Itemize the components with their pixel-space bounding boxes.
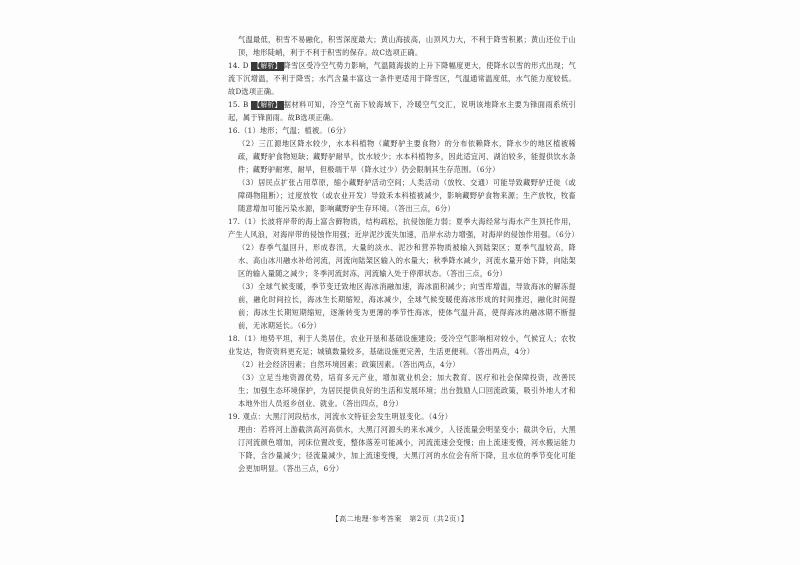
- paragraph-text: 18.（1）地势平坦，利于人类居住，农业开垦和基础设施建设；受冷空气影响相对较小，气候宜人；农牧业发达，物资资料更充足；城镇数量较多，基础设施更完善，生活更便利。（答出两点，4分）: [228, 334, 576, 356]
- answer-paragraph: [228, 371, 576, 410]
- paragraph-text: （2）春季气温回升，形成春汛，大量的淡水、泥沙和营养物质被输入到陆架区；夏季气温较高，降水、高山冰川融水补给河流，河流向陆架区输入的水量大；秋季降水减少，河流水量开始下降，向陆架区的输入量随之减少；冬季河流封冻，河流输入处于停滞状态。（答出三点，6分）: [238, 243, 576, 278]
- paragraph-text: 17.（1）长波将岸带的海上富含藓物质，结构疏松，抗侵蚀能力弱；夏季大海经常与海水产生顶托作用，产生人风浪，对海岸带的侵蚀作用强；近岸泥沙流失加速，沿岸水动力增强，对海岸的侵蚀作用强。（6分）: [228, 217, 579, 239]
- analysis-tag: 【解析】: [253, 101, 282, 109]
- paragraph-text: 理由：若将河上游截洪高河高供水，大黑汀河源头的来水减少，人径流量会明显变小；截洪令后，大黑汀河流颜色增加，河床位置改变，整体落差可能减小，河流流速会变慢；由上流速变慢，河水搬运能力下降，含沙量减少；径流量减少，加上流速变慢，大黑汀河的水位会有所下降，且水位的季节变化可能会更加明显。（答出三点，6分）: [238, 425, 576, 473]
- answer-paragraph: [228, 410, 576, 423]
- paragraph-text: （2）社会经济因素；自然环境因素；政策因素。（答出两点，4分）: [238, 360, 460, 369]
- answer-paragraph: [228, 332, 576, 358]
- answer-paragraph: [228, 241, 576, 280]
- answer-paragraph: [228, 137, 576, 176]
- paragraph-text: 据材料可知，冷空气南下较海域下，冷暖空气交汇，说明该地降水主要为锋面雨系统引起，属于锋面雨。故B选项正确。: [228, 100, 576, 122]
- paragraph-text: （3）立足当地资源优势，培育多元产业，增加就业机会；加大教育、医疗和社会保障投资，改善民生；加强生态环境保护，为居民提供良好的生活和发展环境；出台鼓励人口回流政策，吸引外地人才和本地外出人员返乡创业、就业。（答出四点，8分）: [238, 373, 576, 408]
- answer-content: [228, 33, 579, 475]
- analysis-tag: 【解析】: [253, 62, 282, 70]
- paragraph-text: 16.（1）地形；气温；植被。（6分）: [228, 126, 351, 135]
- answer-paragraph: [228, 176, 576, 215]
- paragraph-text: （2）三江源地区降水较少，水本科植物（藏野驴主要食物）的分布依赖降水，降水少的地区植被稀疏，藏野驴食物短缺；藏野驴耐旱，饮水较少；水本科植物多，因此适宜河、湖泊较多，能提供饮水条件；藏野驴耐寒，耐旱，但极端干旱（降水过少）仍会限制其生存范围。（6分）: [238, 139, 576, 174]
- paragraph-text: （3）居民点扩张占用草原，缩小藏野驴活动空间；人类活动（放牧、交通）可能导致藏野驴迁徙（或障碍物阻断）；过度放牧（或农业开发）导致禾本科植被减少，影响藏野驴食物来源；生产放牧，牧畜随意增加可能污染水源，影响藏野驴生存环境。（答出三点，6分）: [238, 178, 576, 213]
- paragraph-text: 19. 观点：大黑汀河段枯水，河流水文特征会发生明显变化。（4分）: [228, 412, 453, 421]
- answer-paragraph: [228, 33, 576, 59]
- paragraph-text: 气温最低，积雪不易融化，积雪深度最大；黄山海拔高，山顶风力大，不利于降雪积累；黄山还位于山顶，地形陡峭，利于不利于积雪的保存。故C选项正确。: [238, 35, 576, 57]
- answer-paragraph: [228, 124, 576, 137]
- answer-paragraph: [228, 358, 576, 371]
- answer-paragraph: [228, 423, 576, 475]
- question-number: 15. B: [228, 100, 252, 109]
- paragraph-text: （3）全球气候变暖，季节变迁致地区海冰消融加速，海冰面积减少；向雪库增温，导致海冰的解冻提前，融化时间拉长，海冰生长期缩短，海冰减少，全球气候变暖使海冰形成的时间推迟，融化时间提前；海冰生长期短期缩短，逐渐转变为更薄的季节性海冰，使体气温升高，使得海冰的融冰期不断提前，无冰期延长。（6分）: [238, 282, 576, 330]
- question-number: 14. D: [228, 61, 252, 70]
- page-footer: 【高二地理·参考答案 第2页（共2页）】: [331, 515, 469, 523]
- paragraph-text: 降雪区受冷空气势力影响，气温随海拔的上升下降幅度更大，使降水以雪的形式出现；气流下沉增温，不利于降雪；水汽含量丰富这一条件更适用于降雪区，气温通常温度低，水气能力度较低。故D选项正确。: [228, 61, 576, 96]
- answer-paragraph: [228, 215, 579, 241]
- answer-paragraph: [228, 280, 576, 332]
- answer-paragraph: [228, 59, 576, 98]
- answer-paragraph: [228, 98, 576, 124]
